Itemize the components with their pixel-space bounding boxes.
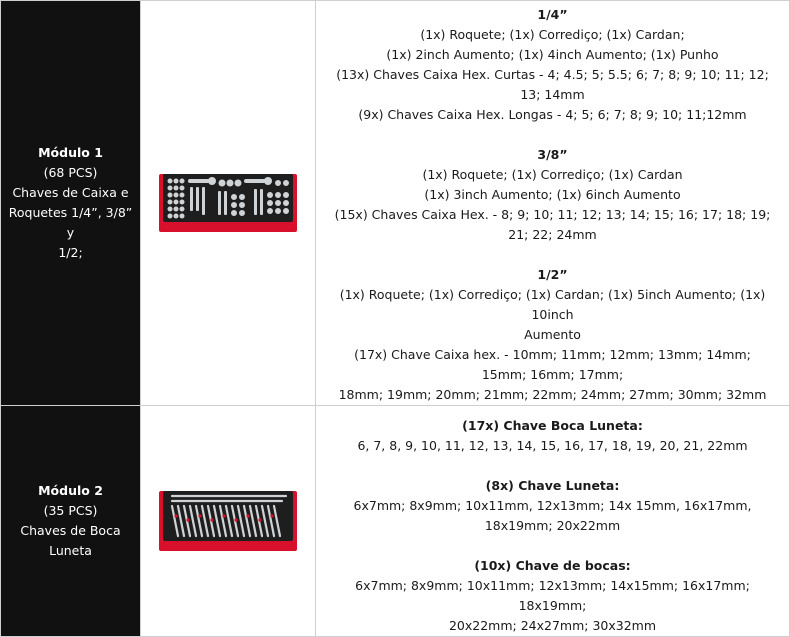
section-line: (1x) 3inch Aumento; (1x) 6inch Aumento	[424, 187, 681, 202]
module-1-image-cell	[141, 1, 316, 406]
socket-set-tray-image	[158, 171, 298, 235]
section-line: Aumento	[524, 327, 581, 342]
section-heading: (17x) Chave Boca Luneta:	[462, 418, 643, 433]
module-2-desc-line: Luneta	[49, 543, 92, 558]
section-line: 18mm; 19mm; 20mm; 21mm; 22mm; 24mm; 27mm; 30mm; 32mm	[338, 387, 767, 402]
section-line: 6, 7, 8, 9, 10, 11, 12, 13, 14, 15, 16, 17, 18, 19, 20, 21, 22mm	[357, 438, 748, 453]
module-1-name: Módulo 1	[38, 145, 103, 160]
module-2-image-cell	[141, 406, 316, 637]
module-2-contents	[316, 406, 790, 637]
module-1-desc-line: Chaves de Caixa e	[12, 185, 129, 200]
section-line: (1x) Roquete; (1x) Corrediço; (1x) Cardan;	[420, 27, 685, 42]
wrench-set-tray-image	[158, 488, 298, 554]
section-line: (1x) Roquete; (1x) Corrediço; (1x) Cardan	[422, 167, 683, 182]
section-line: (15x) Chaves Caixa Hex. - 8; 9; 10; 11; 12; 13; 14; 15; 16; 17; 18; 19; 21; 22; 24mm	[334, 207, 771, 242]
module-2-cell	[1, 406, 141, 637]
section-line: 20x22mm; 24x27mm; 30x32mm	[448, 618, 657, 633]
module-1-desc-line: 1/2;	[58, 245, 83, 260]
section-line: (1x) Roquete; (1x) Corrediço; (1x) Cardan; (1x) 5inch Aumento; (1x) 10inch	[339, 287, 766, 322]
module-1-contents	[316, 1, 790, 406]
section-heading: 1/2”	[537, 267, 568, 282]
module-1-pcs: (68 PCS)	[43, 165, 98, 180]
module-row-2	[1, 406, 790, 637]
section-heading: (8x) Chave Luneta:	[485, 478, 620, 493]
section-line: (9x) Chaves Caixa Hex. Longas - 4; 5; 6; 7; 8; 9; 10; 11;12mm	[358, 107, 747, 122]
module-2-desc-line: Chaves de Boca	[20, 523, 121, 538]
section-line: (13x) Chaves Caixa Hex. Curtas - 4; 4.5; 5; 5.5; 6; 7; 8; 9; 10; 11; 12; 13; 14mm	[336, 67, 769, 102]
section-line: (17x) Chave Caixa hex. - 10mm; 11mm; 12mm; 13mm; 14mm; 15mm; 16mm; 17mm;	[354, 347, 751, 382]
module-1-cell	[1, 1, 141, 406]
section-heading: 1/4”	[537, 7, 568, 22]
section-line: (1x) 2inch Aumento; (1x) 4inch Aumento; (1x) Punho	[386, 47, 719, 62]
section-heading: 3/8”	[537, 147, 568, 162]
module-1-desc-line: Roquetes 1/4”, 3/8” y	[8, 205, 133, 240]
module-2-name: Módulo 2	[38, 483, 103, 498]
module-row-1	[1, 1, 790, 406]
module-2-pcs: (35 PCS)	[43, 503, 98, 518]
section-line: 6x7mm; 8x9mm; 10x11mm; 12x13mm; 14x15mm; 16x17mm; 18x19mm;	[355, 578, 750, 613]
section-line: 6x7mm; 8x9mm; 10x11mm, 12x13mm; 14x 15mm, 16x17mm, 18x19mm; 20x22mm	[353, 498, 752, 533]
section-heading: (10x) Chave de bocas:	[474, 558, 631, 573]
